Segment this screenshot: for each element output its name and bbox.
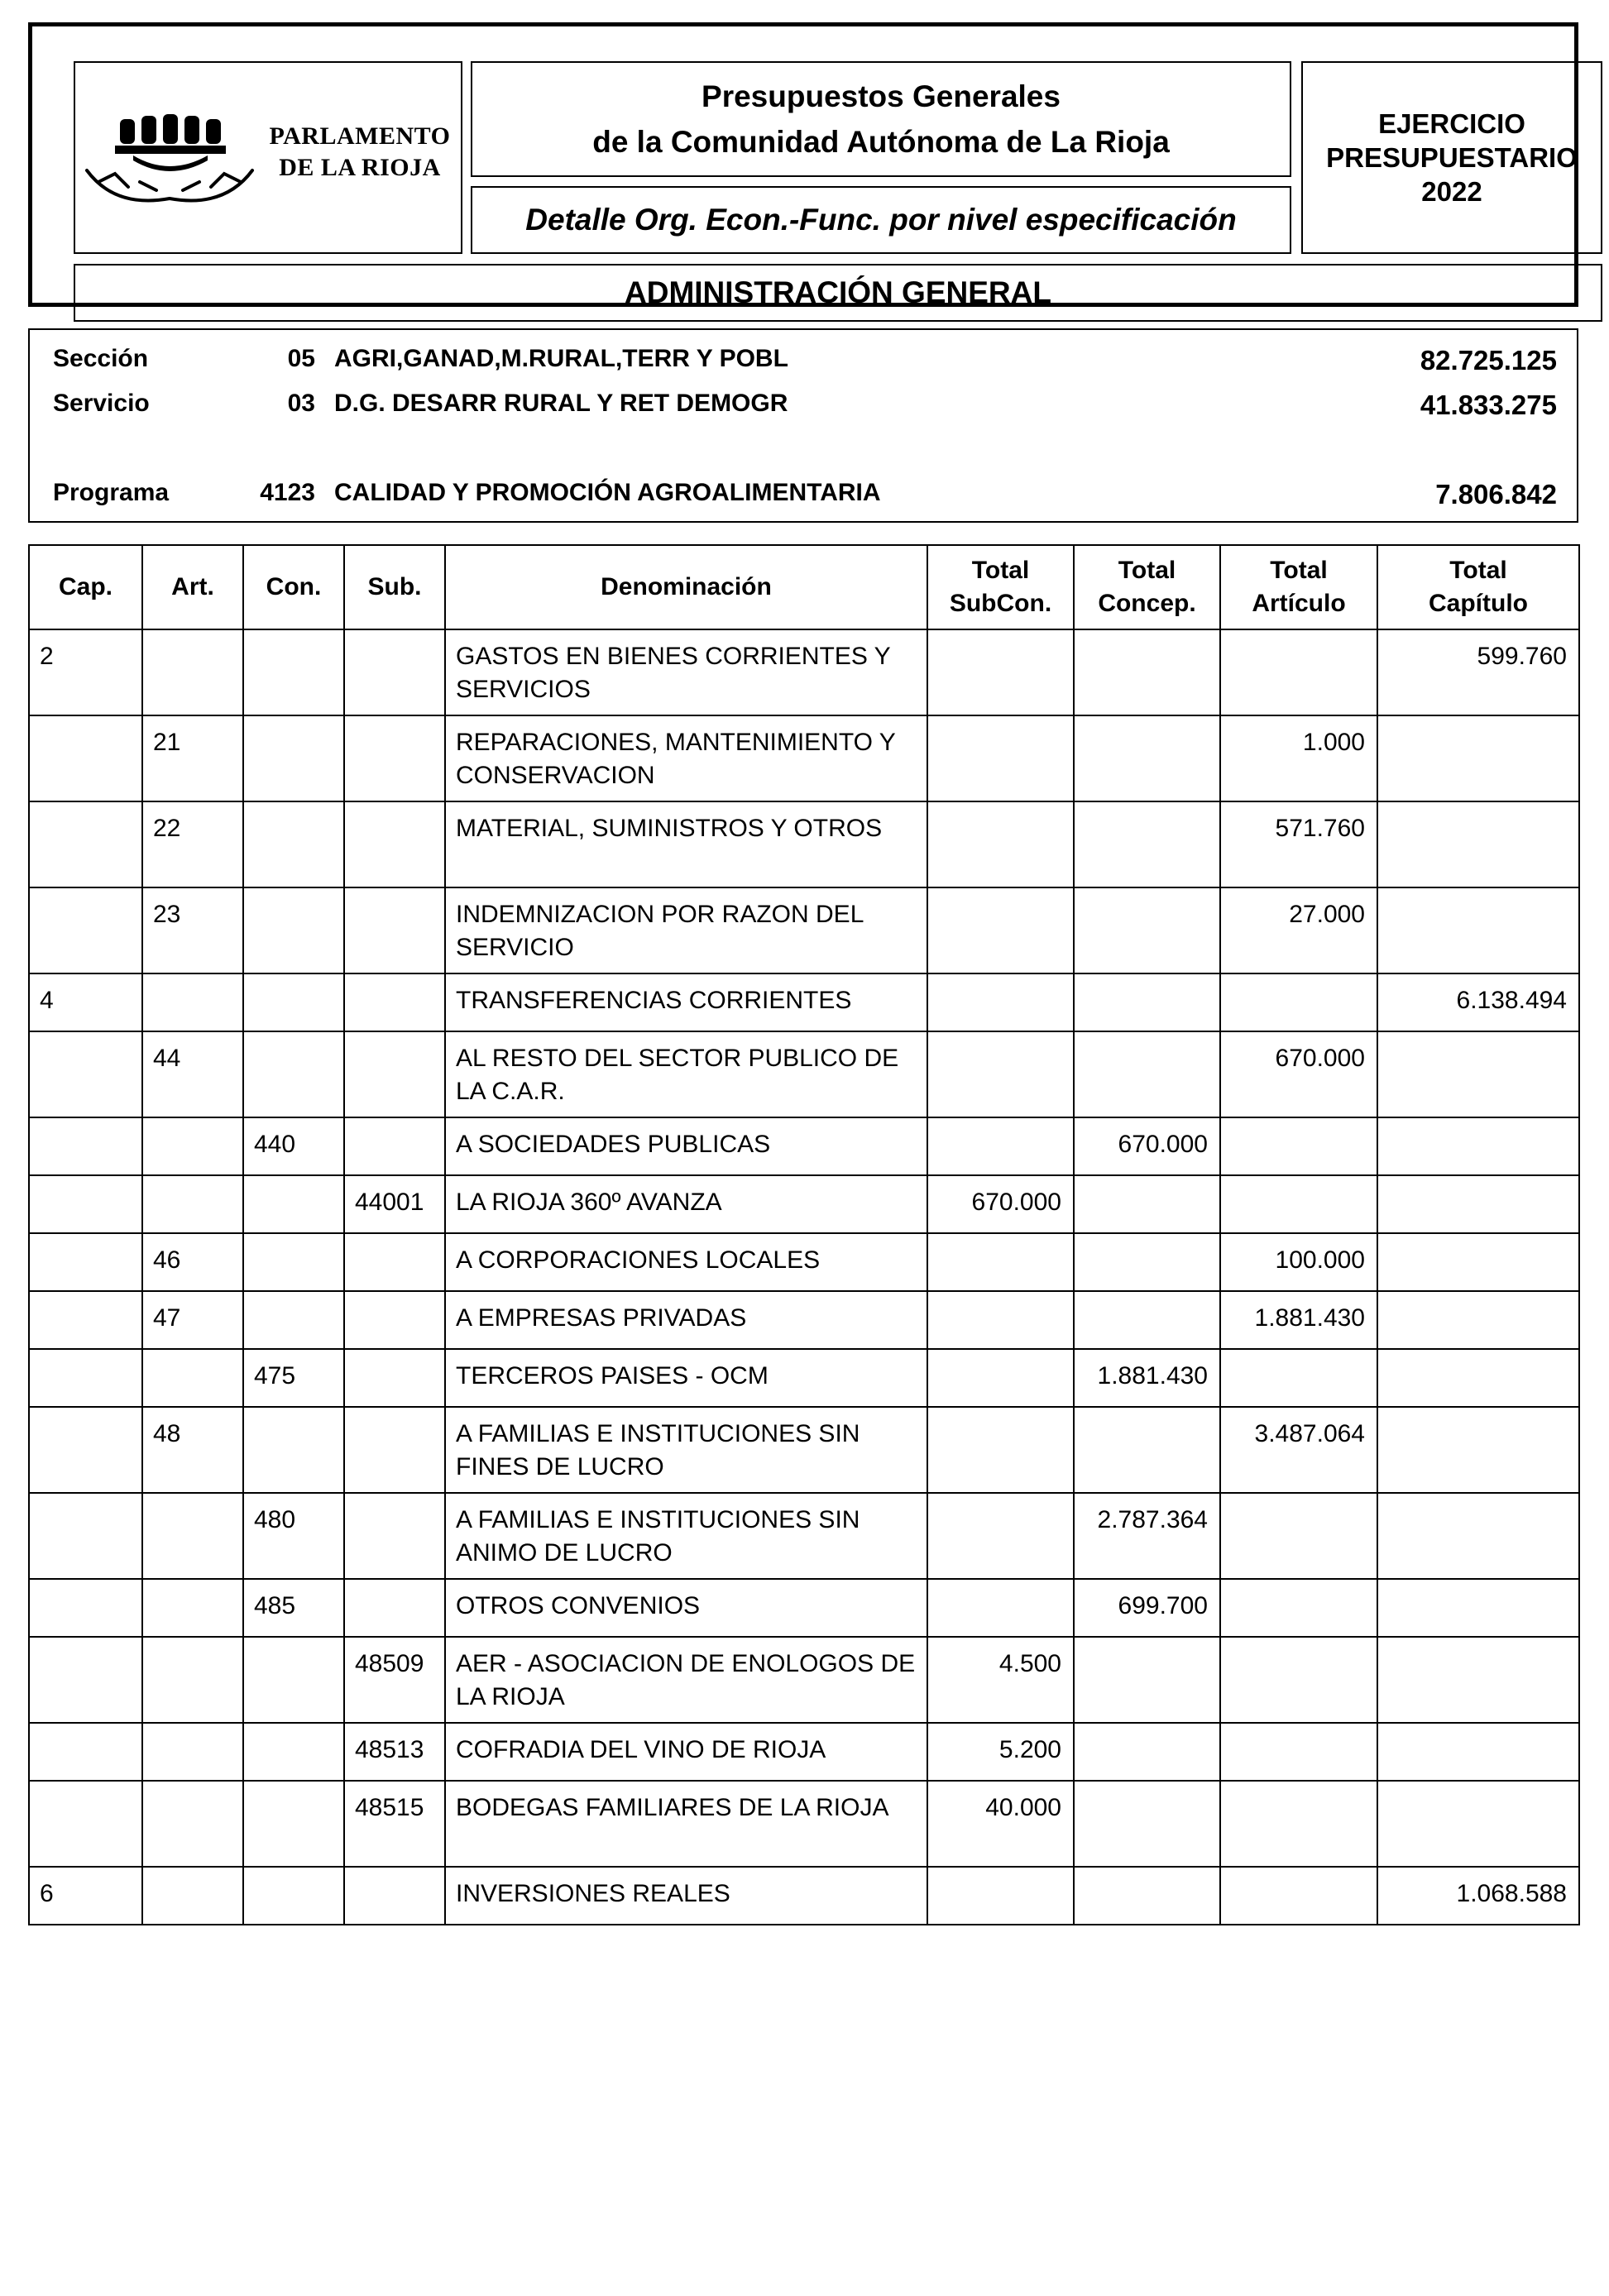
cell-denominacion: A CORPORACIONES LOCALES (445, 1233, 927, 1291)
cell-total-subcon (927, 973, 1074, 1031)
cell-total-subcon (927, 1407, 1074, 1493)
cell-sub (344, 1579, 445, 1637)
cell-sub (344, 1031, 445, 1117)
cell-total-articulo (1220, 1117, 1377, 1175)
cell-cap (29, 1407, 142, 1493)
cell-cap (29, 1031, 142, 1117)
cell-total-articulo (1220, 1867, 1377, 1925)
cell-total-capitulo (1377, 1291, 1579, 1349)
cell-sub (344, 1493, 445, 1579)
cell-cap (29, 1579, 142, 1637)
table-row (29, 1349, 1579, 1407)
cell-total-subcon (927, 887, 1074, 973)
cell-cap (29, 1175, 142, 1233)
cell-total-capitulo: 6.138.494 (1377, 973, 1579, 1031)
cell-total-articulo (1220, 1637, 1377, 1723)
programa-amount: 7.806.842 (1435, 479, 1557, 509)
cell-total-capitulo (1377, 1349, 1579, 1407)
cell-cap (29, 1349, 142, 1407)
cell-denominacion: AER - ASOCIACION DE ENOLOGOS DE LA RIOJA (445, 1637, 927, 1723)
table-row (29, 887, 1579, 973)
cell-total-articulo (1220, 1349, 1377, 1407)
cell-sub (344, 1291, 445, 1349)
col-header-total-articulo (1220, 545, 1377, 629)
table-row (29, 1233, 1579, 1291)
parliament-emblem-icon (82, 101, 257, 225)
col-header-total-concep-l1: Total (1118, 557, 1176, 584)
cell-sub (344, 1407, 445, 1493)
cell-cap (29, 715, 142, 801)
cell-total-concep (1074, 1637, 1220, 1723)
cell-total-articulo (1220, 1781, 1377, 1867)
cell-art: 23 (142, 887, 243, 973)
servicio-name: D.G. DESARR RURAL Y RET DEMOGR (334, 390, 788, 417)
cell-con (243, 801, 344, 887)
cell-total-subcon (927, 1233, 1074, 1291)
cell-art (142, 1781, 243, 1867)
cell-art: 44 (142, 1031, 243, 1117)
parliament-name-line2: DE LA RIOJA (279, 154, 441, 181)
cell-total-concep (1074, 1407, 1220, 1493)
cell-denominacion: TRANSFERENCIAS CORRIENTES (445, 973, 927, 1031)
cell-art (142, 1493, 243, 1579)
cell-total-concep: 1.881.430 (1074, 1349, 1220, 1407)
table-row (29, 1031, 1579, 1117)
cell-total-capitulo (1377, 1117, 1579, 1175)
budget-table (28, 544, 1580, 1925)
cell-denominacion: A EMPRESAS PRIVADAS (445, 1291, 927, 1349)
cell-art (142, 1723, 243, 1781)
cell-denominacion: A FAMILIAS E INSTITUCIONES SIN ANIMO DE LUCRO (445, 1493, 927, 1579)
cell-con (243, 1031, 344, 1117)
table-row (29, 1291, 1579, 1349)
cell-cap: 4 (29, 973, 142, 1031)
cell-total-concep (1074, 1291, 1220, 1349)
cell-sub (344, 1867, 445, 1925)
cell-total-articulo (1220, 1175, 1377, 1233)
cell-art (142, 973, 243, 1031)
cell-denominacion: A FAMILIAS E INSTITUCIONES SIN FINES DE LUCRO (445, 1407, 927, 1493)
col-header-cap: Cap. (29, 545, 142, 629)
cell-denominacion: COFRADIA DEL VINO DE RIOJA (445, 1723, 927, 1781)
cell-total-subcon (927, 715, 1074, 801)
cell-total-concep (1074, 973, 1220, 1031)
table-row (29, 715, 1579, 801)
cell-art (142, 1117, 243, 1175)
fiscal-year-box (1301, 61, 1602, 254)
cell-con: 480 (243, 1493, 344, 1579)
parliament-logo-box (74, 61, 462, 254)
cell-total-articulo (1220, 1579, 1377, 1637)
cell-total-concep (1074, 1031, 1220, 1117)
table-row (29, 1117, 1579, 1175)
cell-total-subcon: 670.000 (927, 1175, 1074, 1233)
cell-total-subcon (927, 1117, 1074, 1175)
cell-con (243, 715, 344, 801)
cell-total-subcon (927, 1867, 1074, 1925)
cell-art: 48 (142, 1407, 243, 1493)
cell-total-articulo (1220, 629, 1377, 715)
seccion-amount: 82.725.125 (1420, 345, 1557, 375)
cell-cap (29, 1493, 142, 1579)
cell-denominacion: GASTOS EN BIENES CORRIENTES Y SERVICIOS (445, 629, 927, 715)
cell-total-articulo: 100.000 (1220, 1233, 1377, 1291)
cell-con (243, 1233, 344, 1291)
fiscal-year-value: 2022 (1421, 176, 1482, 207)
col-header-con: Con. (243, 545, 344, 629)
cell-denominacion: LA RIOJA 360º AVANZA (445, 1175, 927, 1233)
cell-total-articulo (1220, 973, 1377, 1031)
cell-art (142, 629, 243, 715)
cell-total-concep (1074, 1175, 1220, 1233)
cell-art (142, 1867, 243, 1925)
seccion-row (30, 345, 1577, 378)
cell-art (142, 1175, 243, 1233)
cell-con (243, 887, 344, 973)
cell-sub (344, 1117, 445, 1175)
cell-total-capitulo (1377, 1723, 1579, 1781)
cell-total-subcon (927, 1493, 1074, 1579)
cell-denominacion: TERCEROS PAISES - OCM (445, 1349, 927, 1407)
cell-sub: 44001 (344, 1175, 445, 1233)
administration-title: ADMINISTRACIÓN GENERAL (74, 264, 1602, 322)
table-row (29, 1781, 1579, 1867)
col-header-total-capitulo-l2: Capítulo (1429, 590, 1528, 617)
cell-total-articulo: 3.487.064 (1220, 1407, 1377, 1493)
cell-cap (29, 1291, 142, 1349)
cell-con (243, 1291, 344, 1349)
cell-total-articulo (1220, 1723, 1377, 1781)
cell-cap (29, 801, 142, 887)
cell-total-concep (1074, 715, 1220, 801)
document-header (28, 22, 1578, 307)
cell-total-concep (1074, 629, 1220, 715)
cell-total-capitulo (1377, 1175, 1579, 1233)
cell-total-capitulo (1377, 1493, 1579, 1579)
cell-total-capitulo: 599.760 (1377, 629, 1579, 715)
cell-art: 47 (142, 1291, 243, 1349)
cell-sub (344, 1233, 445, 1291)
cell-cap: 2 (29, 629, 142, 715)
cell-total-capitulo (1377, 1407, 1579, 1493)
parliament-name (264, 121, 456, 184)
servicio-amount: 41.833.275 (1420, 390, 1557, 420)
cell-total-subcon (927, 1349, 1074, 1407)
col-header-art: Art. (142, 545, 243, 629)
cell-total-capitulo (1377, 1579, 1579, 1637)
table-row (29, 1867, 1579, 1925)
table-row (29, 801, 1579, 887)
cell-total-articulo (1220, 1493, 1377, 1579)
cell-total-capitulo (1377, 1637, 1579, 1723)
table-row (29, 1723, 1579, 1781)
col-header-total-subcon-l2: SubCon. (949, 590, 1052, 617)
cell-total-concep (1074, 1233, 1220, 1291)
cell-total-subcon: 4.500 (927, 1637, 1074, 1723)
cell-sub (344, 887, 445, 973)
cell-con (243, 1781, 344, 1867)
col-header-total-articulo-l2: Artículo (1252, 590, 1346, 617)
cell-cap (29, 887, 142, 973)
budget-table-body (29, 629, 1579, 1925)
cell-total-capitulo (1377, 801, 1579, 887)
col-header-denominacion: Denominación (445, 545, 927, 629)
cell-con (243, 1175, 344, 1233)
programa-row (30, 479, 1577, 512)
parliament-name-line1: PARLAMENTO (269, 122, 451, 150)
servicio-row (30, 390, 1577, 423)
cell-sub (344, 629, 445, 715)
cell-total-articulo: 1.881.430 (1220, 1291, 1377, 1349)
table-row (29, 1493, 1579, 1579)
cell-total-subcon (927, 1291, 1074, 1349)
cell-total-subcon (927, 1579, 1074, 1637)
cell-total-articulo: 1.000 (1220, 715, 1377, 801)
cell-art (142, 1637, 243, 1723)
cell-total-articulo: 27.000 (1220, 887, 1377, 973)
cell-con (243, 1723, 344, 1781)
cell-sub (344, 715, 445, 801)
cell-total-subcon: 40.000 (927, 1781, 1074, 1867)
seccion-code: 05 (287, 345, 315, 372)
cell-total-capitulo (1377, 715, 1579, 801)
cell-total-concep: 699.700 (1074, 1579, 1220, 1637)
section-info (28, 328, 1578, 523)
servicio-label: Servicio (53, 390, 150, 417)
seccion-name: AGRI,GANAD,M.RURAL,TERR Y POBL (334, 345, 788, 372)
programa-label: Programa (53, 479, 170, 506)
budget-title (471, 61, 1291, 177)
cell-total-articulo: 571.760 (1220, 801, 1377, 887)
cell-denominacion: REPARACIONES, MANTENIMIENTO Y CONSERVACION (445, 715, 927, 801)
cell-cap (29, 1637, 142, 1723)
table-row (29, 1175, 1579, 1233)
table-row (29, 1407, 1579, 1493)
fiscal-year-label1: EJERCICIO (1378, 108, 1525, 139)
cell-total-concep: 670.000 (1074, 1117, 1220, 1175)
table-row (29, 1637, 1579, 1723)
budget-title-line1: Presupuestos Generales (702, 79, 1061, 113)
cell-denominacion: AL RESTO DEL SECTOR PUBLICO DE LA C.A.R. (445, 1031, 927, 1117)
cell-cap (29, 1233, 142, 1291)
table-header-row (29, 545, 1579, 629)
cell-denominacion: MATERIAL, SUMINISTROS Y OTROS (445, 801, 927, 887)
programa-name: CALIDAD Y PROMOCIÓN AGROALIMENTARIA (334, 479, 881, 506)
col-header-total-concep (1074, 545, 1220, 629)
col-header-total-subcon (927, 545, 1074, 629)
cell-total-capitulo (1377, 1233, 1579, 1291)
programa-code: 4123 (260, 479, 315, 506)
cell-con (243, 1637, 344, 1723)
cell-art (142, 1579, 243, 1637)
cell-art: 46 (142, 1233, 243, 1291)
fiscal-year-label2: PRESUPUESTARIO (1326, 142, 1578, 173)
cell-total-subcon (927, 801, 1074, 887)
cell-cap (29, 1117, 142, 1175)
cell-total-concep (1074, 801, 1220, 887)
table-row (29, 1579, 1579, 1637)
cell-denominacion: INDEMNIZACION POR RAZON DEL SERVICIO (445, 887, 927, 973)
cell-total-capitulo (1377, 1781, 1579, 1867)
cell-total-subcon: 5.200 (927, 1723, 1074, 1781)
cell-con (243, 973, 344, 1031)
cell-total-capitulo (1377, 887, 1579, 973)
cell-con: 485 (243, 1579, 344, 1637)
cell-sub (344, 973, 445, 1031)
cell-total-subcon (927, 629, 1074, 715)
cell-con: 440 (243, 1117, 344, 1175)
cell-sub: 48515 (344, 1781, 445, 1867)
cell-art (142, 1349, 243, 1407)
cell-cap (29, 1723, 142, 1781)
col-header-sub: Sub. (344, 545, 445, 629)
seccion-label: Sección (53, 345, 149, 372)
cell-sub: 48513 (344, 1723, 445, 1781)
col-header-total-subcon-l1: Total (971, 557, 1030, 584)
cell-con: 475 (243, 1349, 344, 1407)
table-row (29, 973, 1579, 1031)
cell-total-concep (1074, 1867, 1220, 1925)
cell-cap: 6 (29, 1867, 142, 1925)
cell-total-concep (1074, 1781, 1220, 1867)
cell-total-concep (1074, 887, 1220, 973)
cell-denominacion: A SOCIEDADES PUBLICAS (445, 1117, 927, 1175)
col-header-total-concep-l2: Concep. (1098, 590, 1196, 617)
col-header-total-capitulo-l1: Total (1449, 557, 1507, 584)
servicio-code: 03 (287, 390, 315, 417)
budget-title-line2: de la Comunidad Autónoma de La Rioja (592, 125, 1170, 159)
cell-total-concep: 2.787.364 (1074, 1493, 1220, 1579)
cell-total-capitulo (1377, 1031, 1579, 1117)
cell-total-concep (1074, 1723, 1220, 1781)
cell-con (243, 629, 344, 715)
cell-cap (29, 1781, 142, 1867)
cell-art: 22 (142, 801, 243, 887)
cell-con (243, 1867, 344, 1925)
cell-denominacion: OTROS CONVENIOS (445, 1579, 927, 1637)
table-row (29, 629, 1579, 715)
cell-total-capitulo: 1.068.588 (1377, 1867, 1579, 1925)
cell-sub (344, 801, 445, 887)
cell-sub: 48509 (344, 1637, 445, 1723)
cell-denominacion: BODEGAS FAMILIARES DE LA RIOJA (445, 1781, 927, 1867)
cell-art: 21 (142, 715, 243, 801)
report-subtitle: Detalle Org. Econ.-Func. por nivel especificación (471, 186, 1291, 254)
cell-con (243, 1407, 344, 1493)
col-header-total-capitulo (1377, 545, 1579, 629)
cell-total-articulo: 670.000 (1220, 1031, 1377, 1117)
col-header-total-articulo-l1: Total (1270, 557, 1328, 584)
cell-total-subcon (927, 1031, 1074, 1117)
cell-denominacion: INVERSIONES REALES (445, 1867, 927, 1925)
cell-sub (344, 1349, 445, 1407)
